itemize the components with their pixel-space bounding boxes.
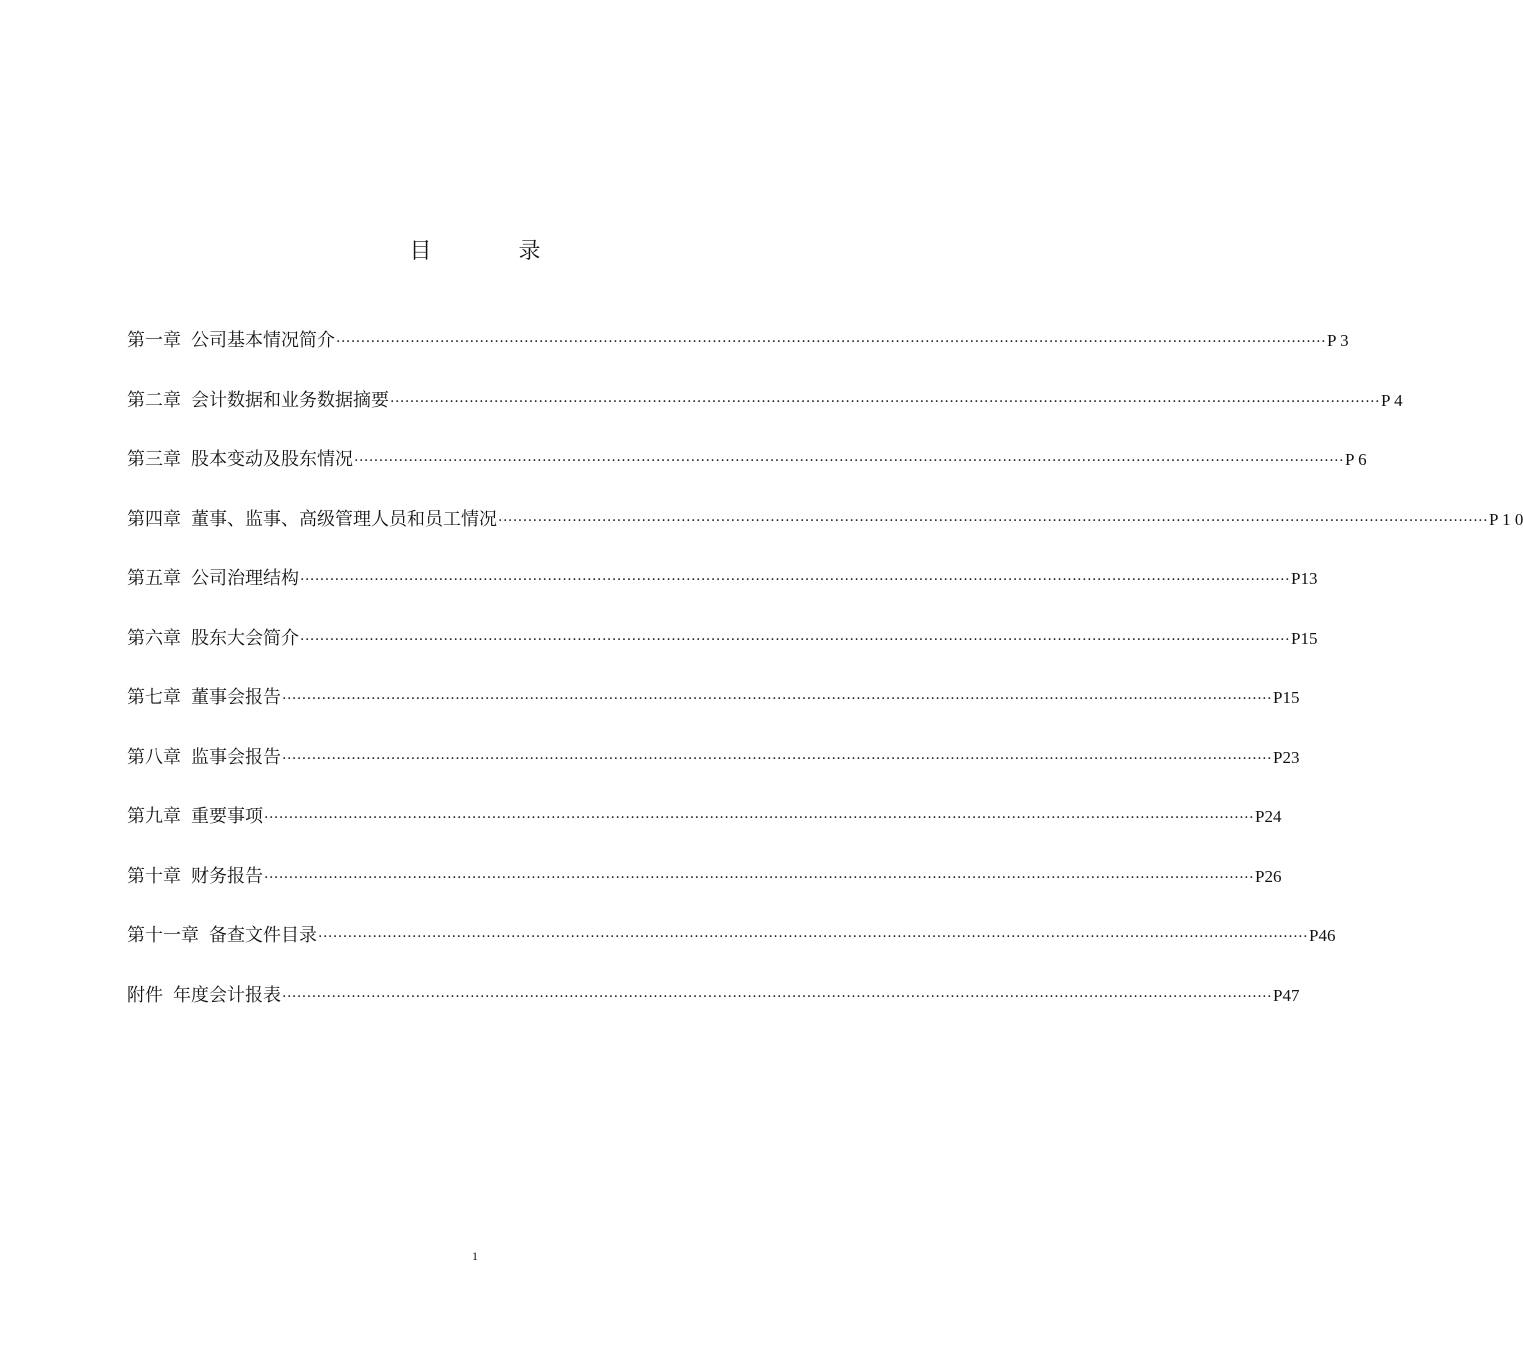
table-of-contents xyxy=(127,327,1523,1041)
toc-chapter-label: 第一章 xyxy=(127,330,181,351)
toc-entry[interactable] xyxy=(127,863,1282,923)
toc-entry[interactable] xyxy=(127,922,1336,982)
toc-entry-title: 董事、监事、高级管理人员和员工情况 xyxy=(191,508,497,530)
toc-chapter-label: 第二章 xyxy=(127,389,181,411)
toc-entry[interactable] xyxy=(127,744,1300,804)
toc-page-ref: P 1 0 xyxy=(1489,509,1523,529)
toc-leader-dots: ········································································································································································································ xyxy=(498,512,1489,529)
page-number: 1 xyxy=(472,1249,478,1263)
toc-chapter-label: 第三章 xyxy=(127,449,181,470)
toc-page-ref: P15 xyxy=(1291,628,1318,648)
toc-chapter-label: 第七章 xyxy=(127,687,181,708)
toc-entry[interactable] xyxy=(127,387,1403,447)
toc-entry[interactable] xyxy=(127,625,1318,685)
toc-leader-dots: ········································································································································································································ xyxy=(318,929,1309,945)
toc-page-ref: P46 xyxy=(1309,926,1336,945)
toc-leader-dots: ········································································································································································································ xyxy=(264,869,1255,886)
toc-page-ref: P 3 xyxy=(1327,331,1349,350)
toc-page-ref: P 4 xyxy=(1381,390,1403,410)
toc-chapter-label: 第六章 xyxy=(127,627,181,649)
toc-page-ref: P23 xyxy=(1273,747,1300,767)
toc-entry[interactable] xyxy=(127,446,1367,506)
toc-entry-title: 备查文件目录 xyxy=(209,925,317,946)
toc-page-ref: P26 xyxy=(1255,866,1282,886)
toc-leader-dots: ········································································································································································································ xyxy=(300,631,1291,648)
toc-chapter-label: 附件 xyxy=(127,984,163,1006)
toc-entry[interactable] xyxy=(127,327,1349,387)
toc-entry[interactable] xyxy=(127,565,1318,625)
toc-entry-title: 财务报告 xyxy=(191,865,263,887)
toc-entry[interactable] xyxy=(127,982,1300,1042)
page-title: 目 录 xyxy=(409,239,581,264)
toc-entry[interactable] xyxy=(127,803,1282,863)
toc-entry[interactable] xyxy=(127,684,1300,744)
toc-entry-title: 公司基本情况简介 xyxy=(191,330,335,351)
toc-chapter-label: 第十章 xyxy=(127,865,181,887)
toc-entry-title: 监事会报告 xyxy=(191,746,281,768)
toc-page-ref: P24 xyxy=(1255,807,1282,826)
toc-entry-title: 股本变动及股东情况 xyxy=(191,449,353,470)
toc-entry-title: 董事会报告 xyxy=(191,687,281,708)
toc-leader-dots: ········································································································································································································ xyxy=(282,750,1273,767)
toc-leader-dots: ········································································································································································································ xyxy=(300,572,1291,588)
toc-entry-title: 重要事项 xyxy=(191,806,263,827)
toc-leader-dots: ········································································································································································································ xyxy=(390,393,1381,410)
toc-chapter-label: 第九章 xyxy=(127,806,181,827)
toc-page-ref: P47 xyxy=(1273,985,1300,1005)
toc-entry-title: 年度会计报表 xyxy=(173,984,281,1006)
toc-leader-dots: ········································································································································································································ xyxy=(264,810,1255,826)
toc-page-ref: P15 xyxy=(1273,688,1300,707)
toc-entry-title: 股东大会简介 xyxy=(191,627,299,649)
toc-entry-title: 会计数据和业务数据摘要 xyxy=(191,389,389,411)
toc-leader-dots: ········································································································································································································ xyxy=(282,988,1273,1005)
toc-leader-dots: ········································································································································································································ xyxy=(354,453,1345,469)
toc-leader-dots: ········································································································································································································ xyxy=(282,691,1273,707)
toc-entry-title: 公司治理结构 xyxy=(191,568,299,589)
toc-chapter-label: 第八章 xyxy=(127,746,181,768)
toc-chapter-label: 第五章 xyxy=(127,568,181,589)
toc-leader-dots: ········································································································································································································ xyxy=(336,334,1327,350)
toc-page-ref: P13 xyxy=(1291,569,1318,588)
toc-page-ref: P 6 xyxy=(1345,450,1367,469)
toc-chapter-label: 第十一章 xyxy=(127,925,199,946)
toc-entry[interactable] xyxy=(127,506,1523,566)
toc-chapter-label: 第四章 xyxy=(127,508,181,530)
